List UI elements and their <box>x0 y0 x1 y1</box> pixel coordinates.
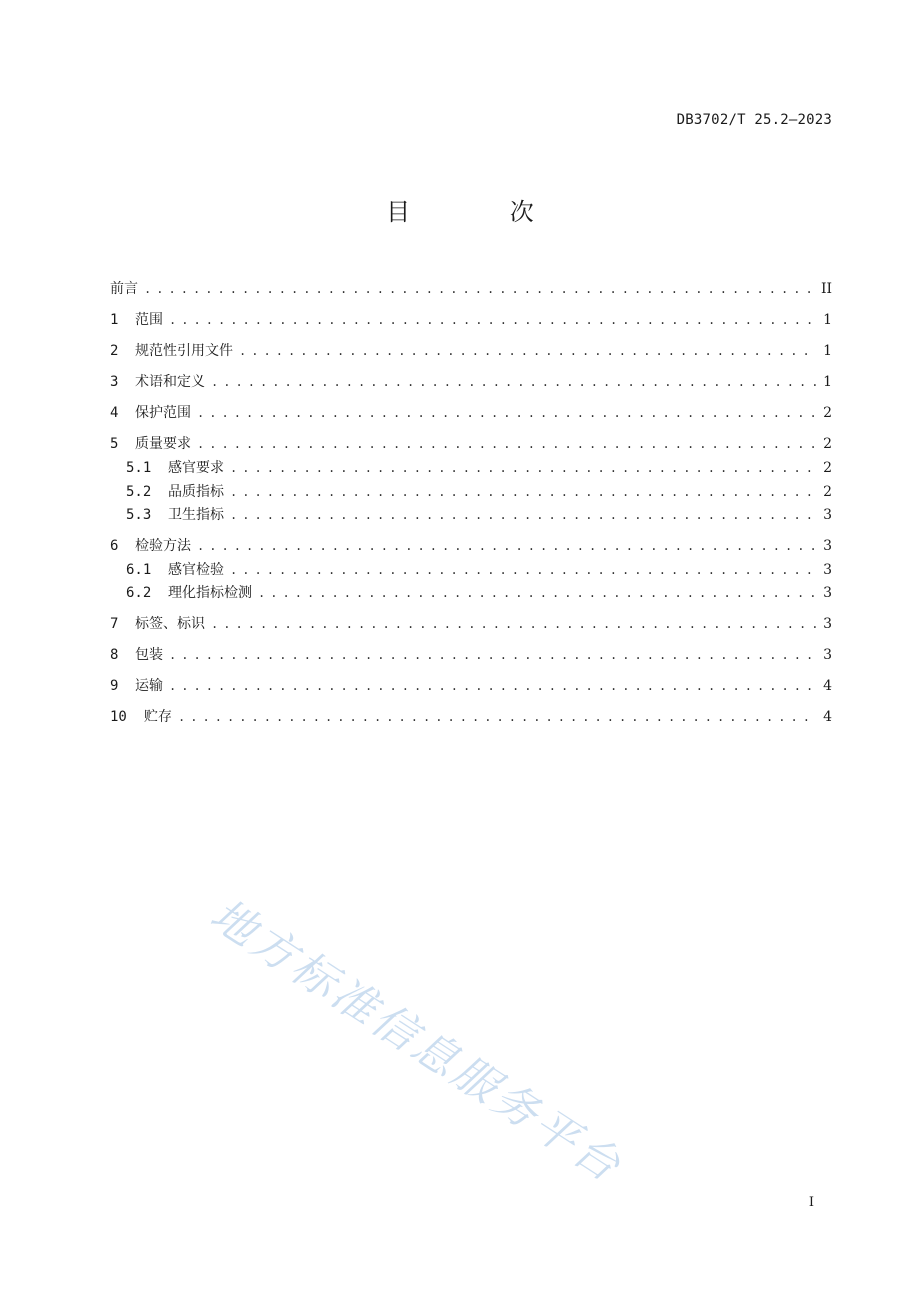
toc-entry-label: 贮存 <box>144 708 172 725</box>
toc-entry-label: 感官检验 <box>168 561 224 578</box>
toc-leader-dots <box>211 375 816 389</box>
toc-leader-dots <box>178 710 816 724</box>
toc-entry[interactable] <box>110 278 832 302</box>
toc-entry-page: 2 <box>823 436 832 452</box>
toc-leader-dots <box>211 617 816 631</box>
toc-entry-label: 范围 <box>135 312 163 328</box>
toc-entry[interactable] <box>110 582 832 606</box>
toc-entry-page: 1 <box>823 374 832 390</box>
page-title: 目 次 <box>386 198 580 226</box>
toc-entry-number: 3 <box>110 374 119 390</box>
toc-leader-dots <box>197 406 816 420</box>
toc-entry[interactable] <box>110 535 832 559</box>
toc-entry-number: 5.3 <box>126 507 152 523</box>
toc-entry-label: 运输 <box>135 677 163 694</box>
toc-entry[interactable] <box>110 340 832 364</box>
toc-entry-label: 理化指标检测 <box>168 585 252 601</box>
toc-entry[interactable] <box>110 675 832 699</box>
toc-entry-number: 6.2 <box>126 585 152 601</box>
toc-entry-page: II <box>820 281 832 297</box>
toc-entry-label: 品质指标 <box>168 483 224 500</box>
toc-leader-dots <box>169 313 816 327</box>
toc-entry[interactable] <box>110 402 832 426</box>
toc-entry-label: 包装 <box>135 646 163 663</box>
toc-leader-dots <box>197 539 816 553</box>
toc-entry-page: 3 <box>823 585 832 601</box>
toc-entry[interactable] <box>110 613 832 637</box>
toc-entry-label: 卫生指标 <box>168 507 224 523</box>
toc-entry[interactable] <box>110 644 832 668</box>
toc-entry-label: 前言 <box>110 281 138 297</box>
toc-entry-label: 感官要求 <box>168 460 224 476</box>
toc-entry-page: 3 <box>823 561 832 578</box>
toc-leader-dots <box>169 648 816 662</box>
toc-entry-number: 7 <box>110 615 119 632</box>
toc-entry-number: 8 <box>110 646 119 663</box>
toc-entry-page: 1 <box>823 343 832 359</box>
toc-entry-page: 3 <box>823 537 832 554</box>
toc-entry-number: 6.1 <box>126 561 152 578</box>
toc-leader-dots <box>230 563 816 577</box>
toc-entry-number: 10 <box>110 708 127 725</box>
toc-leader-dots <box>169 679 816 693</box>
toc-entry[interactable] <box>110 457 832 481</box>
toc-leader-dots <box>230 485 816 499</box>
toc-entry-label: 规范性引用文件 <box>135 343 233 359</box>
toc-entry-page: 1 <box>823 312 832 328</box>
toc-entry-page: 4 <box>823 677 832 694</box>
toc-entry-number: 5 <box>110 436 119 452</box>
toc-entry-page: 3 <box>823 646 832 663</box>
toc-entry[interactable] <box>110 481 832 505</box>
toc-entry[interactable] <box>110 433 832 457</box>
toc-entry-page: 2 <box>823 460 832 476</box>
doc-code: DB3702/T 25.2—2023 <box>676 112 832 128</box>
page-number: I <box>808 1195 814 1210</box>
toc-entry-label: 保护范围 <box>135 405 191 421</box>
toc-entry[interactable] <box>110 706 832 730</box>
toc-entry-label: 质量要求 <box>135 436 191 452</box>
toc-entry[interactable] <box>110 559 832 583</box>
toc-entry-number: 9 <box>110 677 119 694</box>
toc-leader-dots <box>230 508 816 522</box>
toc-entry-page: 2 <box>823 483 832 500</box>
toc-entry-number: 5.2 <box>126 483 152 500</box>
toc-entry-page: 3 <box>823 507 832 523</box>
toc-leader-dots <box>239 344 816 358</box>
toc-entry[interactable] <box>110 371 832 395</box>
toc-leader-dots <box>197 437 816 451</box>
toc-entry-label: 标签、标识 <box>135 615 205 632</box>
toc-entry-number: 6 <box>110 537 119 554</box>
toc-entry-number: 2 <box>110 343 119 359</box>
toc-leader-dots <box>230 461 816 475</box>
toc-leader-dots <box>258 586 816 600</box>
toc-entry-number: 5.1 <box>126 460 152 476</box>
watermark: 地方标准信息服务平台 <box>201 889 632 1194</box>
toc-entry-number: 1 <box>110 312 119 328</box>
toc-entry[interactable] <box>110 504 832 528</box>
toc-leader-dots <box>144 282 815 296</box>
table-of-contents <box>110 278 832 730</box>
toc-entry-page: 2 <box>823 405 832 421</box>
toc-entry[interactable] <box>110 309 832 333</box>
toc-entry-label: 术语和定义 <box>135 374 205 390</box>
toc-entry-label: 检验方法 <box>135 537 191 554</box>
toc-entry-number: 4 <box>110 405 119 421</box>
toc-entry-page: 3 <box>823 615 832 632</box>
toc-entry-page: 4 <box>823 708 832 725</box>
